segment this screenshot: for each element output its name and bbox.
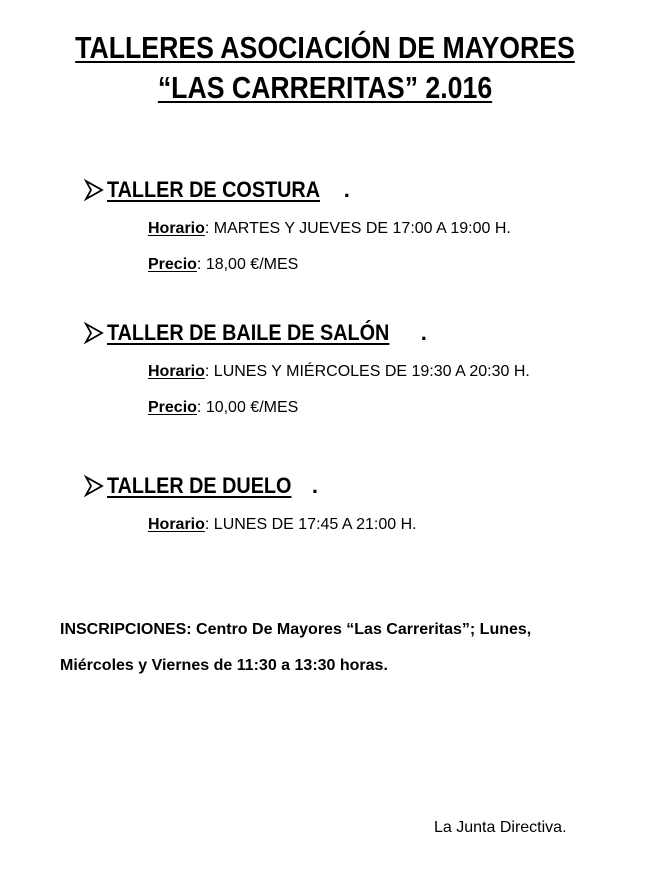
workshop-name: TALLER DE COSTURA [107, 177, 321, 202]
workshop-name: TALLER DE BAILE DE SALÓN [107, 320, 390, 345]
horario-value: : LUNES DE 17:45 A 21:00 H. [204, 516, 417, 533]
page-title-line-1: TALLERES ASOCIACIÓN DE MAYORES [75, 30, 575, 65]
precio-label: Precio [148, 399, 197, 416]
precio-value: : 18,00 €/MES [196, 256, 299, 273]
workshop-heading [84, 318, 604, 348]
precio-label: Precio [148, 256, 197, 273]
precio-row [148, 255, 298, 275]
workshop-name: TALLER DE DUELO [107, 473, 292, 498]
page-title-line-2: “LAS CARRERITAS” 2.016 [157, 70, 493, 105]
inscripciones-line-2: Miércoles y Viernes de 11:30 a 13:30 horas. [60, 657, 388, 674]
inscripciones-notice [60, 612, 620, 684]
workshop-heading [84, 175, 604, 205]
horario-label: Horario [148, 363, 205, 380]
horario-row [148, 219, 511, 239]
arrowhead-bullet-icon [84, 179, 104, 201]
inscripciones-line-1: INSCRIPCIONES: Centro De Mayores “Las Carreritas”; Lunes, [60, 621, 532, 638]
horario-value: : LUNES Y MIÉRCOLES DE 19:30 A 20:30 H. [204, 363, 530, 380]
horario-value: : MARTES Y JUEVES DE 17:00 A 19:00 H. [204, 220, 511, 237]
arrowhead-bullet-icon [84, 475, 104, 497]
workshop-heading [84, 471, 604, 501]
signature: La Junta Directiva. [434, 819, 567, 836]
horario-label: Horario [148, 516, 205, 533]
workshop-name-period: . [343, 177, 350, 202]
precio-value: : 10,00 €/MES [196, 399, 299, 416]
workshop-baile-de-salon [84, 318, 604, 416]
precio-row [148, 398, 298, 418]
horario-label: Horario [148, 220, 205, 237]
arrowhead-bullet-icon [84, 322, 104, 344]
workshop-duelo [84, 471, 604, 533]
horario-row [148, 362, 530, 382]
horario-row [148, 515, 417, 535]
workshop-costura [84, 175, 604, 273]
workshop-name-period: . [420, 320, 427, 345]
workshop-name-period: . [311, 473, 319, 498]
